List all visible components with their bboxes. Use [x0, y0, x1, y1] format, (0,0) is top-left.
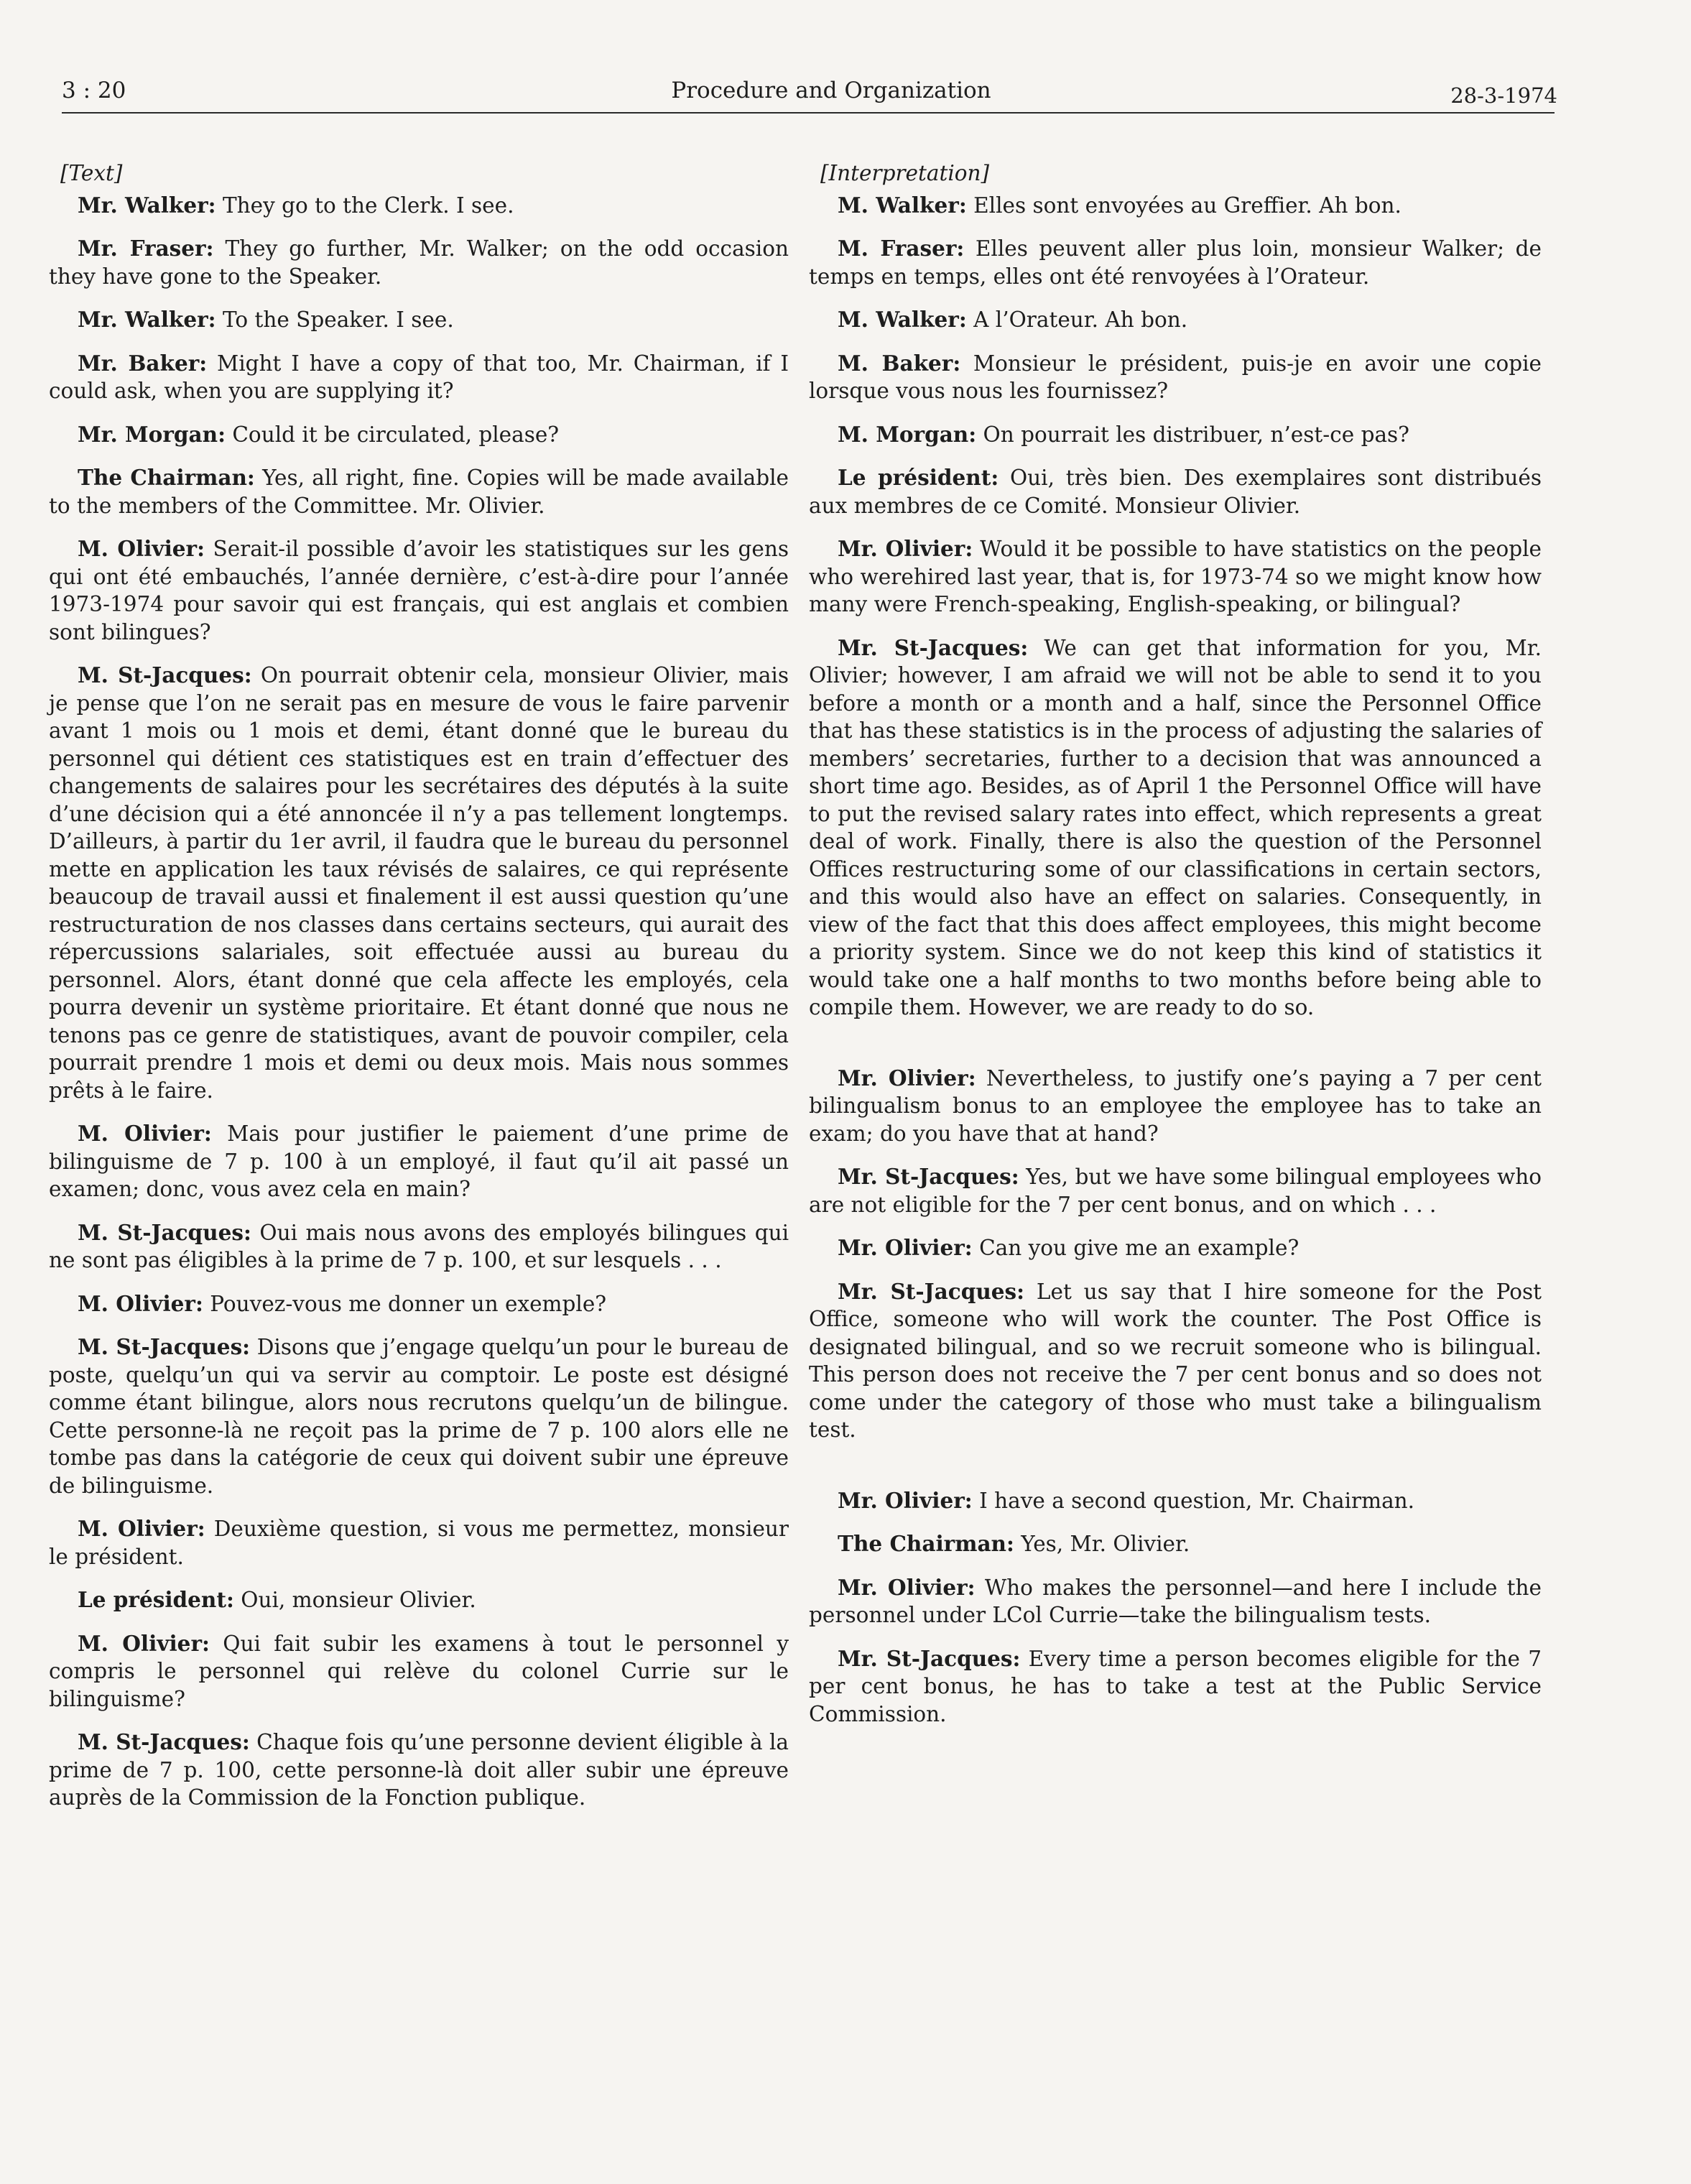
- speaker-name: Mr. Baker:: [78, 350, 208, 376]
- transcript-entry: [49, 1120, 789, 1203]
- page-title: Procedure and Organization: [671, 78, 991, 103]
- transcript-entry: [809, 235, 1542, 290]
- transcript-entry: [49, 235, 789, 290]
- speech-text: Yes, Mr. Olivier.: [1014, 1532, 1190, 1556]
- page-date: 28-3-1974: [1450, 83, 1557, 108]
- speech-text: On pourrait obtenir cela, monsieur Olivier, mais je pense que l’on ne serait pas en mesure de vous le faire parvenir avant 1 mois ou 1 mois et demi, étant donné que le bureau du personnel qui détient ces statistiques est en train d’effectuer des changements de salaires pour les secrétaires des députés à la suite d’une décision qui a été annoncée il n’y a pas tellement longtemps. D’ailleurs, à partir du 1er avril, il faudra que le bureau du personnel mette en application les taux révisés de salaires, ce qui représente beaucoup de travail aussi et finalement il est aussi question qu’une restructuration de nos classes dans certains secteurs, qui aurait des répercussions salariales, soit effectuée aussi au bureau du personnel. Alors, étant donné que cela affecte les employés, cela pourra devenir un système prioritaire. Et étant donné que nous ne tenons pas ce genre de statistiques, avant de pouvoir compiler, cela pourrait prendre 1 mois et demi ou deux mois. Mais nous sommes prêts à le faire.: [49, 663, 789, 1103]
- transcript-entry: [809, 306, 1542, 334]
- speaker-name: M. Olivier:: [78, 1516, 205, 1541]
- transcript-entry: [49, 662, 789, 1104]
- speaker-name: M. St-Jacques:: [78, 1219, 251, 1245]
- transcript-entry: [49, 1586, 789, 1614]
- transcript-entry: [49, 421, 789, 449]
- speech-text: Yes, all right, fine. Copies will be made available to the members of the Committee. Mr. Olivier.: [49, 466, 789, 518]
- speaker-name: M. Olivier:: [78, 536, 205, 561]
- speaker-name: M. Walker:: [838, 192, 967, 218]
- speaker-name: M. Baker:: [838, 350, 961, 376]
- speech-text: Nevertheless, to justify one’s paying a 7 per cent bilingualism bonus to an employee the employee has to take an exam; do you have that at hand?: [809, 1065, 1542, 1146]
- speaker-name: The Chairman:: [78, 465, 255, 490]
- transcript-entry: [809, 1234, 1542, 1262]
- speaker-name: M. Olivier:: [78, 1630, 210, 1656]
- spacer: [809, 1460, 1542, 1487]
- speaker-name: Mr. Olivier:: [838, 1235, 973, 1260]
- speaker-name: M. Fraser:: [838, 236, 965, 261]
- speech-text: A l’Orateur. Ah bon.: [966, 307, 1188, 332]
- transcript-entry: [49, 1729, 789, 1812]
- speaker-name: Mr. Walker:: [78, 307, 216, 332]
- speech-text: They go to the Clerk. I see.: [216, 193, 514, 218]
- speech-text: Oui, très bien. Des exemplaires sont distribués aux membres de ce Comité. Monsieur Olivier.: [809, 466, 1542, 518]
- transcript-entry: [49, 1515, 789, 1570]
- speech-text: Could it be circulated, please?: [225, 422, 560, 447]
- speaker-name: M. St-Jacques:: [78, 1729, 250, 1754]
- section-label-text: [Text]: [60, 161, 123, 185]
- speaker-name: Mr. St-Jacques:: [838, 1645, 1021, 1671]
- speaker-name: Le président:: [78, 1587, 234, 1612]
- transcript-entry: [809, 1645, 1542, 1729]
- speech-text: Would it be possible to have statistics on the people who werehired last year, that is, for 1973-74 so we might know how many were French-speaking, English-speaking, or bilingual?: [809, 537, 1542, 616]
- speech-text: Qui fait subir les examens à tout le personnel y compris le personnel qui relève du colonel Currie sur le bilinguisme?: [49, 1631, 789, 1711]
- transcript-entry: [809, 1163, 1542, 1218]
- speaker-name: Mr. St-Jacques:: [838, 634, 1029, 660]
- speech-text: On pourrait les distribuer, n’est-ce pas?: [976, 422, 1409, 447]
- transcript-entry: [809, 1278, 1542, 1444]
- section-label-interpretation: [Interpretation]: [820, 161, 990, 185]
- speaker-name: M. St-Jacques:: [78, 662, 252, 688]
- speaker-name: Mr. Olivier:: [838, 1065, 976, 1091]
- speech-text: Pouvez-vous me donner un exemple?: [203, 1291, 607, 1316]
- speech-text: Serait-il possible d’avoir les statistiques sur les gens qui ont été embauchés, l’année dernière, c’est-à-dire pour l’année 1973-1974 pour savoir qui est français, qui est anglais et combien sont bilingues?: [49, 537, 789, 644]
- speech-text: Monsieur le président, puis-je en avoir une copie lorsque vous nous les fournissez?: [809, 351, 1542, 403]
- speaker-name: M. Walker:: [838, 307, 967, 332]
- spacer: [809, 1037, 1542, 1065]
- speech-text: Chaque fois qu’une personne devient éligible à la prime de 7 p. 100, cette personne-là doit aller subir une épreuve auprès de la Commission de la Fonction publique.: [49, 1730, 789, 1810]
- transcript-entry: [49, 1630, 789, 1713]
- transcript-entry: [49, 535, 789, 646]
- right-column: [809, 159, 1542, 1744]
- speech-text: Mais pour justifier le paiement d’une prime de bilinguisme de 7 p. 100 à un employé, il faut qu’il ait passé un examen; donc, vous avez cela en main?: [49, 1121, 789, 1201]
- left-column: [49, 159, 789, 1828]
- transcript-entry: [809, 421, 1542, 449]
- speech-text: Who makes the personnel—and here I include the personnel under LCol Currie—take the bilingualism tests.: [809, 1575, 1542, 1627]
- speech-text: Elles sont envoyées au Greffier. Ah bon.: [966, 193, 1402, 218]
- speaker-name: M. Olivier:: [78, 1121, 212, 1146]
- speech-text: Yes, but we have some bilingual employees who are not eligible for the 7 per cent bonus, and on which . . .: [809, 1165, 1542, 1217]
- speech-text: Can you give me an example?: [972, 1236, 1299, 1260]
- transcript-entry: [809, 1574, 1542, 1629]
- transcript-entry: [49, 350, 789, 405]
- speaker-name: Mr. Walker:: [78, 192, 216, 218]
- speech-text: Disons que j’engage quelqu’un pour le bureau de poste, quelqu’un qui va servir au comptoir. Le poste est désigné comme étant bilingue, alors nous recrutons quelqu’un de bilingue. Cette personne-là ne reçoit pas la prime de 7 p. 100 alors elle ne tombe pas dans la catégorie de ceux qui doivent subir une épreuve de bilinguisme.: [49, 1335, 789, 1498]
- speaker-name: Mr. St-Jacques:: [838, 1278, 1025, 1304]
- transcript-entry: [809, 535, 1542, 619]
- transcript-entry: [809, 1487, 1542, 1515]
- transcript-entry: [49, 464, 789, 519]
- transcript-entry: [809, 1065, 1542, 1148]
- transcript-entry: [809, 464, 1542, 519]
- speaker-name: M. Morgan:: [838, 421, 977, 447]
- speaker-name: The Chairman:: [838, 1531, 1014, 1556]
- speaker-name: Mr. St-Jacques:: [838, 1164, 1019, 1189]
- speaker-name: Mr. Fraser:: [78, 236, 214, 261]
- header-rule: [62, 112, 1555, 114]
- page-header: [62, 78, 1557, 115]
- transcript-entry: [809, 634, 1542, 1022]
- speech-text: Elles peuvent aller plus loin, monsieur Walker; de temps en temps, elles ont été renvoyées à l’Orateur.: [809, 236, 1542, 289]
- transcript-entry: [809, 1530, 1542, 1558]
- speaker-name: Mr. Morgan:: [78, 421, 226, 447]
- page-number: 3 : 20: [62, 78, 126, 103]
- speaker-name: Mr. Olivier:: [838, 1574, 976, 1600]
- speaker-name: Le président:: [838, 465, 999, 490]
- speaker-name: M. St-Jacques:: [78, 1334, 251, 1359]
- speech-text: Let us say that I hire someone for the Post Office, someone who will work the counter. The Post Office is designated bilingual, and so we recruit someone who is bilingual. This person does not receive the 7 per cent bonus and so does not come under the category of those who must take a bilingualism test.: [809, 1279, 1542, 1442]
- speech-text: To the Speaker. I see.: [216, 307, 454, 332]
- transcript-entry: [49, 1219, 789, 1274]
- speech-text: I have a second question, Mr. Chairman.: [972, 1488, 1415, 1513]
- speech-text: Deuxième question, si vous me permettez, monsieur le président.: [49, 1517, 789, 1569]
- transcript-entry: [809, 192, 1542, 220]
- speech-text: We can get that information for you, Mr. Olivier; however, I am afraid we will not be able to send it to you before a month or a month and a half, since the Personnel Office that has these statistics is in the process of adjusting the salaries of members’ secretaries, further to a decision that was announced a short time ago. Besides, as of April 1 the Personnel Office will have to put the revised salary rates into effect, which represents a great deal of work. Finally, there is also the question of the Personnel Offices restructuring some of our classifications in certain sectors, and this would also have an effect on salaries. Consequently, in view of the fact that this does affect employees, this might become a priority system. Since we do not keep this kind of statistics it would take one a half months to two months before being able to compile them. However, we are ready to do so.: [809, 635, 1542, 1019]
- speech-text: Oui mais nous avons des employés bilingues qui ne sont pas éligibles à la prime de 7 p. 100, et sur lesquels . . .: [49, 1220, 789, 1272]
- transcript-entry: [809, 350, 1542, 405]
- transcript-entry: [49, 1333, 789, 1499]
- speech-text: They go further, Mr. Walker; on the odd occasion they have gone to the Speaker.: [49, 236, 789, 289]
- speech-text: Might I have a copy of that too, Mr. Chairman, if I could ask, when you are supplying it?: [49, 351, 789, 403]
- speaker-name: Mr. Olivier:: [838, 1487, 973, 1513]
- transcript-entry: [49, 192, 789, 220]
- transcript-entry: [49, 1290, 789, 1318]
- speaker-name: Mr. Olivier:: [838, 536, 973, 561]
- speaker-name: M. Olivier:: [78, 1290, 203, 1316]
- transcript-entry: [49, 306, 789, 334]
- speech-text: Every time a person becomes eligible for the 7 per cent bonus, he has to take a test at the Public Service Commission.: [809, 1646, 1542, 1726]
- speech-text: Oui, monsieur Olivier.: [233, 1588, 476, 1612]
